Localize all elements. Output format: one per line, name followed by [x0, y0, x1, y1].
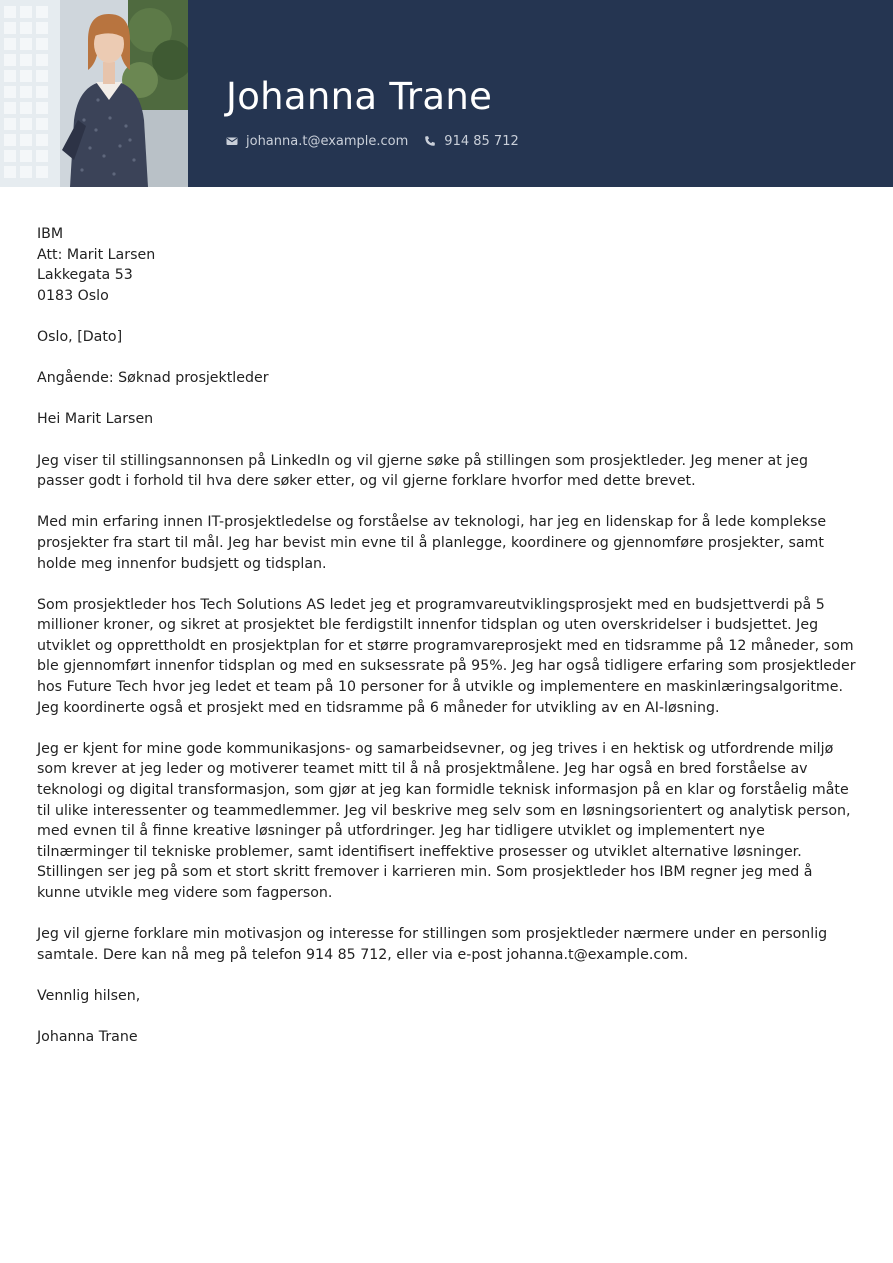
body-paragraph: Med min erfaring innen IT-prosjektledelse og forståelse av teknologi, har jeg en lidenskap for å lede komplekse prosjekter fra start til mål. Jeg har bevist min evne til å planlegge, koordinere og gjennomføre prosjekter, samt holde meg innenfor budsjett og tidsplan.	[37, 514, 827, 572]
body-paragraph: Som prosjektleder hos Tech Solutions AS ledet jeg et programvareutviklingsprosjekt med en budsjettverdi på 5 millioner kroner, og sikret at prosjektet ble ferdigstilt innenfor tidsplan og uten overskridelser i budsjettet. Jeg utviklet og opprettholdt en prosjektplan for et større programvareprosjekt med en tidsramme på 12 måneder, som ble gjennomført innenfor tidsplan og med en suksessrate på 95%. Jeg har også tidligere erfaring som prosjektleder hos Future Tech hvor jeg ledet et team på 10 personer for å utvikle og implementere en maskinlæringsalgoritme. Jeg koordinerte også et prosjekt med en tidsramme på 6 måneder for utvikling av en AI-løsning.	[37, 596, 856, 716]
recipient-address	[37, 224, 857, 306]
letter-body	[37, 224, 857, 1068]
subject-line: Angående: Søknad prosjektleder	[37, 370, 269, 387]
applicant-name: Johanna Trane	[226, 75, 493, 118]
recipient-street: Lakkegata 53	[37, 267, 133, 284]
recipient-attention: Att: Marit Larsen	[37, 246, 156, 263]
phone-icon	[424, 135, 436, 147]
phone-text: 914 85 712	[444, 133, 519, 149]
greeting: Hei Marit Larsen	[37, 411, 154, 428]
profile-photo	[0, 0, 188, 187]
recipient-company: IBM	[37, 226, 64, 242]
body-paragraph: Jeg er kjent for mine gode kommunikasjons- og samarbeidsevner, og jeg trives i en hektisk og utfordrende miljø som krever at jeg leder og motiverer teamet mitt til å nå prosjektmålene. Jeg har også en bred forståelse av teknologi og digital transformasjon, som gjør at jeg kan formidle teknisk informasjon på en klar og forståelig måte til ulike interessenter og teammedlemmer. Jeg vil beskrive meg selv som en løsningsorientert og analytisk person, med evnen til å finne kreative løsninger på utfordringer. Jeg har tidligere utviklet og implementert nye tilnærminger til tekniske problemer, samt identifisert ineffektive prosesser og utviklet alternative løsninger. Stillingen ser jeg på som et stort skritt fremover i karrieren min. Som prosjektleder hos IBM regner jeg med å kunne utvikle meg videre som fagperson.	[37, 740, 851, 901]
signature: Johanna Trane	[37, 1029, 138, 1046]
envelope-icon	[226, 135, 238, 147]
contact-info	[226, 131, 519, 151]
closing: Vennlig hilsen,	[37, 987, 141, 1004]
recipient-postal-city: 0183 Oslo	[37, 287, 109, 304]
body-paragraph: Jeg viser til stillingsannonsen på LinkedIn og vil gjerne søke på stillingen som prosjektleder. Jeg mener at jeg passer godt i forhold til hva dere søker etter, og vil gjerne forklare hvorfor med dette brevet.	[37, 452, 808, 490]
body-paragraph: Jeg vil gjerne forklare min motivasjon og interesse for stillingen som prosjektleder nærmere under en personlig samtale. Dere kan nå meg på telefon 914 85 712, eller via e-post johanna.t@example.com.	[37, 926, 828, 963]
contact-phone[interactable]	[424, 134, 518, 149]
header-banner	[0, 0, 893, 187]
place-date: Oslo, [Dato]	[37, 328, 123, 345]
email-text: johanna.t@example.com	[246, 133, 409, 149]
contact-email[interactable]	[226, 134, 408, 149]
